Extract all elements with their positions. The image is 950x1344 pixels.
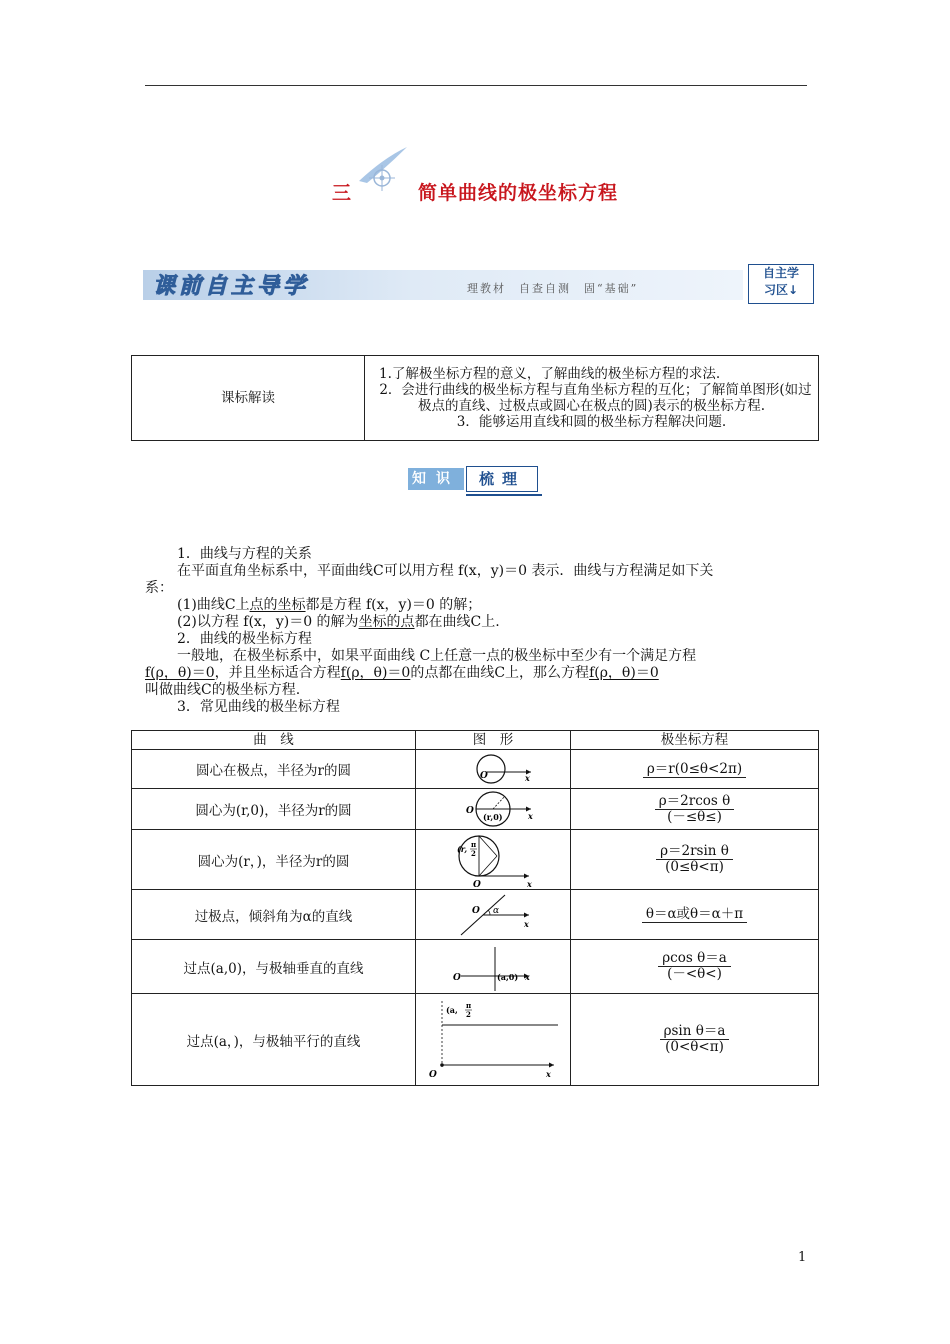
eq-line: ρ＝r(0≤θ<2π) [643, 762, 746, 778]
table-row [132, 994, 819, 1086]
fig-label-o: O [473, 879, 481, 889]
fig-label-a0: (a,0) [497, 971, 519, 982]
s1-i2-u: 坐标的点 [358, 614, 415, 630]
standards-table [131, 355, 819, 441]
circle-center-r0-figure [443, 789, 543, 829]
self-study-button[interactable] [748, 264, 814, 304]
page-title [0, 178, 950, 205]
fig-label-x: x [525, 773, 530, 783]
fig-label-x: x [525, 971, 530, 982]
equation [571, 994, 819, 1086]
eq-line-1: ρ＝2rcos θ [655, 794, 735, 810]
eq-line-1: ρsin θ＝a [660, 1024, 730, 1040]
fig-label-o: O [472, 905, 480, 916]
eq-line-2: (0≤θ<π) [665, 859, 724, 875]
standards-content [365, 356, 819, 441]
s1-item-1 [145, 597, 842, 614]
s1-i1-b: 都是方程 f(x，y)＝0 的解； [305, 597, 482, 613]
table-row [132, 830, 819, 890]
circle-at-pole-figure [443, 750, 543, 788]
eq-line-1: ρ＝2rsin θ [656, 844, 733, 860]
figure-line-pole [416, 890, 571, 940]
eq-line-2: (－≤θ≤) [667, 808, 722, 825]
standard-item-1: 1.了解极坐标方程的意义，了解曲线的极坐标方程的求法. [379, 366, 721, 382]
badge-right: 梳理 [466, 466, 538, 492]
badge-underline [466, 494, 542, 496]
fig-label-o: O [429, 1069, 437, 1080]
fig-label-2: 2 [466, 1009, 471, 1019]
figure-circle-r0 [416, 789, 571, 830]
curve-name: 圆心为(r，)，半径为r的圆 [132, 830, 416, 890]
standards-label: 课标解读 [132, 356, 365, 441]
curve-name: 过极点，倾斜角为α的直线 [132, 890, 416, 940]
equation [571, 789, 819, 830]
s1-paragraph-end: 系： [145, 580, 173, 596]
s2-l2-u1: f(ρ，θ)＝0 [145, 665, 215, 681]
s2-line-1: 一般地，在极坐标系中，如果平面曲线 C上任意一点的极坐标中至少有一个满足方程 [177, 648, 697, 664]
table-row [132, 940, 819, 994]
figure-line-vertical [416, 940, 571, 994]
header-figure: 图 形 [416, 731, 571, 750]
curve-name: 过点(a,0)，与极轴垂直的直线 [132, 940, 416, 994]
header-rule [145, 85, 807, 86]
fig-label-r: (r, [457, 843, 468, 854]
curve-name: 圆心为(r,0)，半径为r的圆 [132, 789, 416, 830]
fig-label-x: x [527, 878, 532, 889]
s2-l2-u3: f(ρ，θ)＝0 [589, 665, 659, 681]
page-number: 1 [798, 1250, 807, 1265]
banner-title: 课前自主导学 [153, 274, 310, 299]
standard-item-3: 3．能够运用直线和圆的极坐标方程解决问题. [456, 414, 727, 430]
equation [571, 830, 819, 890]
figure-circle-rpi2 [416, 830, 571, 890]
s1-heading: 1．曲线与方程的关系 [177, 546, 312, 562]
equation [571, 750, 819, 789]
fig-label-x: x [546, 1068, 551, 1079]
s2-l2-a: ，并且坐标适合方程 [214, 665, 341, 681]
eq-line: θ＝α或θ＝α＋π [642, 907, 747, 923]
s1-i1-u: 点的坐标 [249, 597, 306, 613]
s3-heading: 3．常见曲线的极坐标方程 [177, 699, 340, 715]
s2-line-3: 叫做曲线C的极坐标方程. [145, 682, 301, 698]
equation [571, 890, 819, 940]
fig-label-r0: (r,0) [483, 812, 503, 822]
line-parallel-figure [418, 995, 568, 1085]
circle-center-rpi2-figure [443, 831, 543, 889]
fig-label-x: x [528, 811, 533, 821]
eq-line-1: ρcos θ＝a [658, 951, 731, 967]
curve-name: 圆心在极点，半径为r的圆 [132, 750, 416, 789]
eq-line-2: (－<θ<) [667, 966, 722, 982]
self-study-line1: 自主学 [762, 266, 799, 280]
lesson-title: 简单曲线的极坐标方程 [418, 182, 619, 204]
s1-i1-a: (1)曲线C上 [177, 597, 250, 613]
self-study-line2: 习区↓ [763, 283, 799, 297]
fig-label-o: O [453, 972, 461, 983]
table-row [132, 750, 819, 789]
table-row [132, 890, 819, 940]
equation [571, 940, 819, 994]
fig-label-o: O [466, 806, 474, 816]
s1-item-2 [145, 614, 842, 631]
s1-i2-b: 都在曲线C上. [414, 614, 500, 630]
header-equation: 极坐标方程 [571, 731, 819, 750]
fig-label-pi: π [471, 839, 477, 849]
fig-label-2: 2 [471, 848, 476, 858]
line-perpendicular-figure [443, 941, 543, 993]
lesson-number: 三 [331, 182, 352, 204]
figure-circle-pole [416, 750, 571, 789]
fig-label-pi: π [466, 1000, 472, 1010]
curve-name: 过点(a，)，与极轴平行的直线 [132, 994, 416, 1086]
fig-label-o: O [480, 771, 488, 781]
standard-item-2: 2．会进行曲线的极坐标方程与直角坐标方程的互化；了解简单图形(如过极点的直线、过极点或圆心在极点的圆)表示的极坐标方程. [379, 382, 812, 414]
section-banner [143, 264, 815, 304]
eq-line-2: (0<θ<π) [665, 1039, 724, 1055]
s1-i2-a: (2)以方程 f(x，y)＝0 的解为 [177, 614, 359, 630]
line-through-pole-figure [443, 891, 543, 939]
banner-subtitle: 理教材 自查自测 固“基础” [467, 282, 639, 295]
header-curve: 曲 线 [132, 731, 416, 750]
s2-l2-b: 的点都在曲线C上，那么方程 [410, 665, 590, 681]
figure-line-parallel [416, 994, 571, 1086]
s2-heading: 2．曲线的极坐标方程 [177, 631, 312, 647]
knowledge-badge [408, 466, 543, 498]
table-row [132, 789, 819, 830]
s1-paragraph: 在平面直角坐标系中，平面曲线C可以用方程 f(x，y)＝0 表示．曲线与方程满足如下关 [177, 563, 714, 579]
badge-left: 知识 [408, 468, 464, 490]
curve-table [131, 730, 819, 1086]
s2-line-2 [145, 665, 810, 682]
s2-l2-u2: f(ρ，θ)＝0 [340, 665, 411, 681]
fig-label-alpha: α [493, 905, 500, 916]
fig-label-api2: (a, [446, 1004, 458, 1015]
fig-label-x: x [524, 918, 529, 929]
